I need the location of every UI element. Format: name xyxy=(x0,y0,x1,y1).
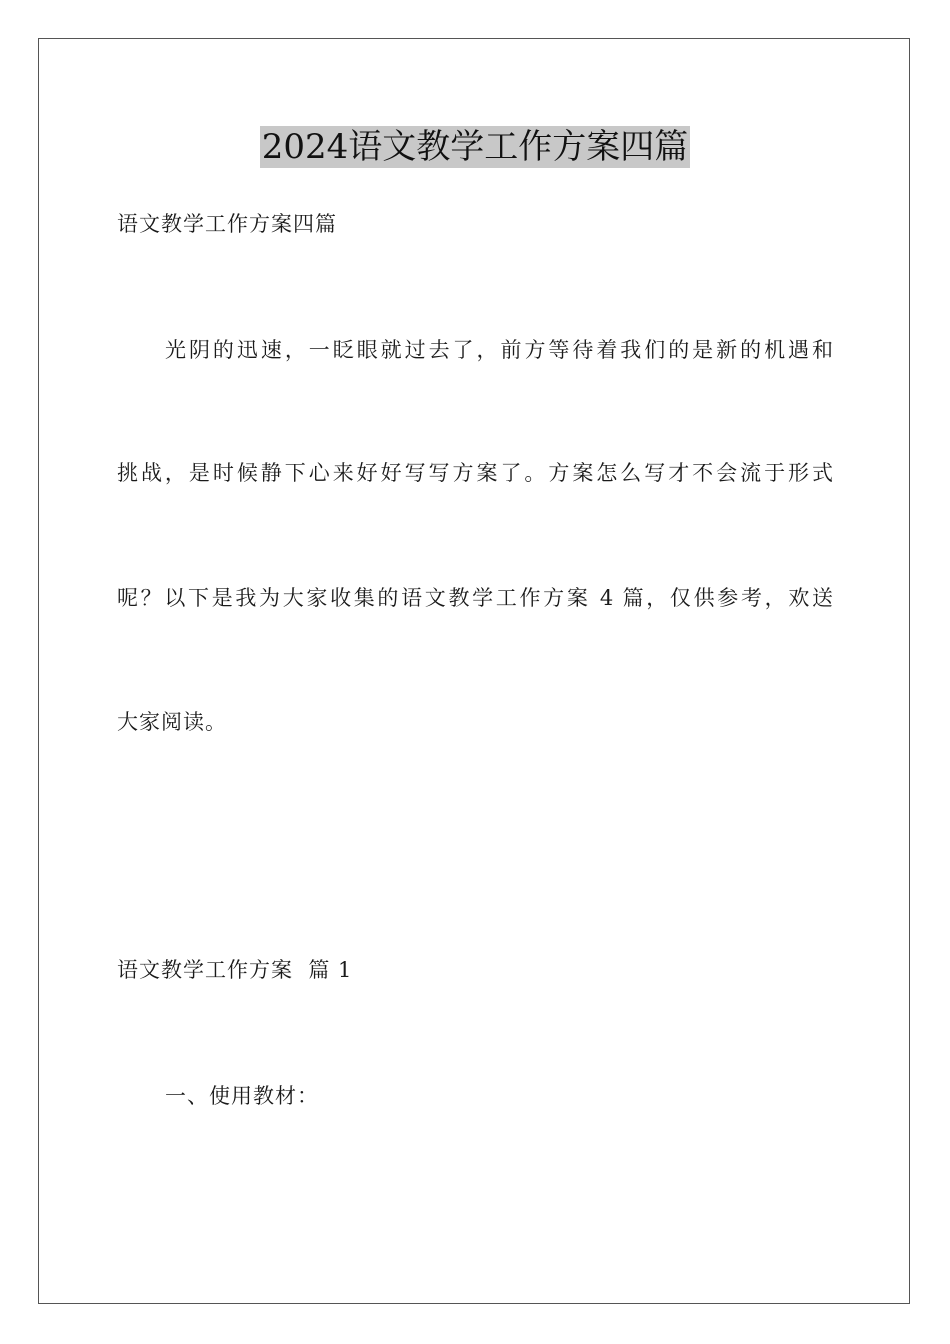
intro-line-4: 大家阅读。 xyxy=(117,710,227,734)
intro-line-2: 挑战，是时候静下心来好好写写方案了。方案怎么写才不会流于形式 xyxy=(117,461,833,485)
intro-line-3: 呢？以下是我为大家收集的语文教学工作方案 4 篇，仅供参考，欢送 xyxy=(117,586,833,610)
title-container xyxy=(0,126,950,168)
item-heading: 一、使用教材： xyxy=(165,1084,319,1108)
document-title: 2024语文教学工作方案四篇 xyxy=(261,127,689,167)
intro-line-1: 光阴的迅速，一眨眼就过去了，前方等待着我们的是新的机遇和 xyxy=(165,338,833,362)
section-heading: 语文教学工作方案 篇 1 xyxy=(117,958,353,982)
document-subtitle: 语文教学工作方案四篇 xyxy=(117,212,337,236)
